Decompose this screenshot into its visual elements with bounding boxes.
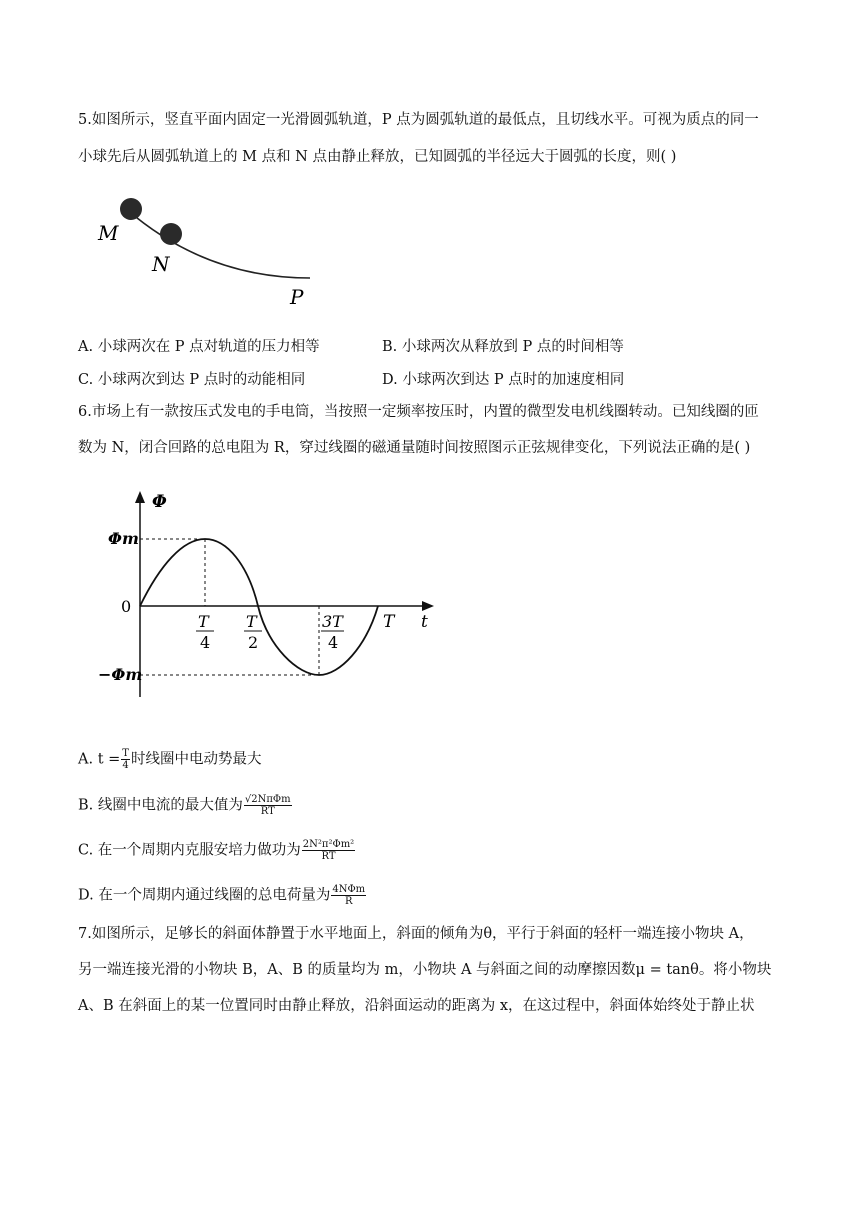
x-axis-arrow: [422, 601, 434, 611]
phi-min-label: −Φm: [98, 665, 143, 684]
q5-option-c: C. 小球两次到达 P 点时的动能相同: [78, 372, 306, 388]
label-m: M: [98, 221, 119, 245]
q6-option-b: B. 线圈中电流的最大值为 $\frac{\text{√2NπΦm}}{RT}$: [78, 794, 291, 817]
q5-arc-track-figure: [85, 188, 325, 313]
q5-stem-line2: 小球先后从圆弧轨道上的 M 点和 N 点由静止释放，已知圆弧的半径远大于圆弧的长度，则( ): [78, 149, 677, 165]
t-half-num: T: [246, 612, 257, 631]
t-axis-label: t: [421, 612, 428, 632]
q5-option-a: A. 小球两次在 P 点对轨道的压力相等: [78, 339, 320, 355]
q6-option-a: A. t = $\frac{T}{4}$ 时线圈中电动势最大: [78, 748, 262, 771]
q5-stem-line1: 5.如图所示，竖直平面内固定一光滑圆弧轨道，P 点为圆弧轨道的最低点，且切线水平。可视为质点的同一: [78, 112, 759, 128]
t-3quarter-num: 3T: [322, 612, 343, 631]
q6-stem-line1: 6.市场上有一款按压式发电的手电筒，当按照一定频率按压时，内置的微型发电机线圈转动。已知线圈的匝: [78, 404, 759, 420]
frac-c: $\frac{\text{2N²π²Φm²}}{RT}$: [302, 839, 355, 862]
t-half-den: 2: [248, 633, 259, 652]
label-p: P: [290, 285, 304, 309]
phi-max-label: Φm: [108, 529, 139, 548]
label-n: N: [152, 252, 170, 276]
y-axis-arrow: [135, 491, 145, 503]
frac-d: $\frac{\text{4NΦm}}{R}$: [332, 884, 366, 907]
t-quarter-num: T: [198, 612, 209, 631]
t-3quarter-den: 4: [328, 633, 339, 652]
t-full-label: T: [383, 612, 395, 632]
frac-b: $\frac{\text{√2NπΦm}}{RT}$: [244, 794, 291, 817]
q7-line3: A、B 在斜面上的某一位置同时由静止释放，沿斜面运动的距离为 x，在这过程中，斜面体始终处于静止状: [78, 998, 755, 1014]
ball-n: [160, 223, 182, 245]
q7-line1: 7.如图所示，足够长的斜面体静置于水平地面上，斜面的倾角为θ，平行于斜面的轻杆一端连接小物块 A，: [78, 926, 754, 942]
ball-m: [120, 198, 142, 220]
origin-label: 0: [121, 597, 132, 616]
t-quarter-den: 4: [200, 633, 211, 652]
q7-line2: 另一端连接光滑的小物块 B，A、B 的质量均为 m，小物块 A 与斜面之间的动摩擦因数μ = tanθ。将小物块: [78, 962, 772, 978]
q6-flux-graph: [88, 485, 448, 710]
q5-option-d: D. 小球两次到达 P 点时的加速度相同: [382, 372, 625, 388]
flux-curve: [140, 539, 378, 675]
q6-option-c: C. 在一个周期内克服安培力做功为 $\frac{\text{2N²π²Φm²}}{RT}$: [78, 839, 355, 862]
q6-stem-line2: 数为 N，闭合回路的总电阻为 R，穿过线圈的磁通量随时间按照图示正弦规律变化，下列说法正确的是( ): [78, 440, 751, 456]
phi-axis-label: Φ: [152, 492, 167, 512]
q5-option-b: B. 小球两次从释放到 P 点的时间相等: [382, 339, 624, 355]
q6-option-d: D. 在一个周期内通过线圈的总电荷量为 $\frac{\text{4NΦm}}{R}$: [78, 884, 366, 907]
frac-a: $\frac{T}{4}$: [122, 748, 129, 771]
